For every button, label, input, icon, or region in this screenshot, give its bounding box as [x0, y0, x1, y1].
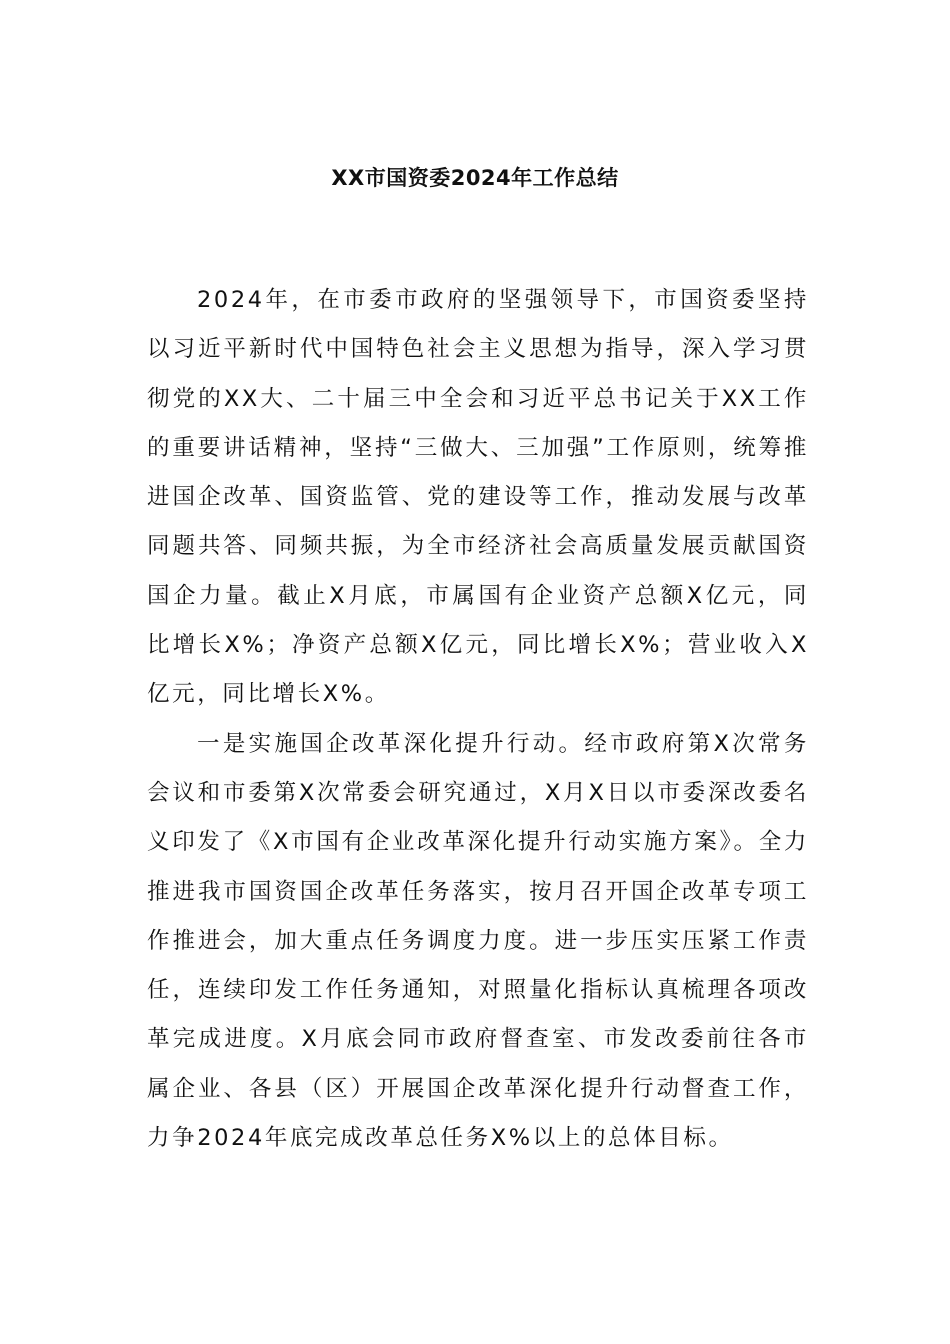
document-title: XX市国资委2024年工作总结 [331, 166, 619, 190]
paragraph-summary: 2024年，在市委市政府的坚强领导下，市国资委坚持以习近平新时代中国特色社会主义思想为指导，深入学习贯彻党的XX大、二十届三中全会和习近平总书记关于XX工作的重要讲话精神，坚持“三做大、三加强”工作原则，统筹推进国企改革、国资监管、党的建设等工作，推动发展与改革同题共答、同频共振，为全市经济社会高质量发展贡献国资国企力量。截止X月底，市属国有企业资产总额X亿元，同比增长X%；净资产总额X亿元，同比增长X%；营业收入X亿元，同比增长X%。 [147, 287, 809, 708]
paragraph-reform-action: 一是实施国企改革深化提升行动。经市政府第X次常务会议和市委第X次常委会研究通过，X月X日以市委深改委名义印发了《X市国有企业改革深化提升行动实施方案》。全力推进我市国资国企改革任务落实，按月召开国企改革专项工作推进会，加大重点任务调度力度。进一步压实压紧工作责任，连续印发工作任务通知，对照量化指标认真梳理各项改革完成进度。X月底会同市政府督查室、市发改委前往各市属企业、各县（区）开展国企改革深化提升行动督查工作，力争2024年底完成改革总任务X%以上的总体目标。 [147, 730, 809, 1152]
document-body [147, 276, 809, 1163]
